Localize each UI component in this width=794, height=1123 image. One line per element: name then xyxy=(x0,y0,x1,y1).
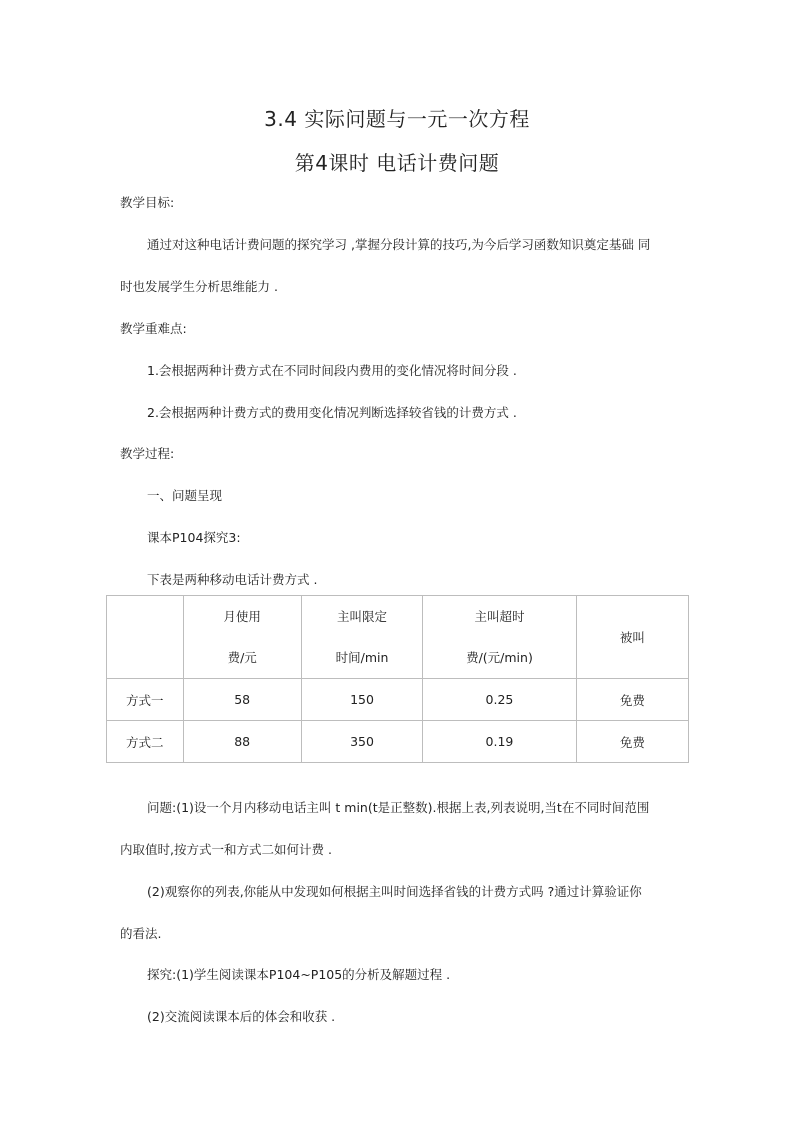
key-point-2: 2.会根据两种计费方式的费用变化情况判断选择较省钱的计费方式 . xyxy=(147,405,517,420)
key-point-1: 1.会根据两种计费方式在不同时间段内费用的变化情况将时间分段 . xyxy=(147,363,517,378)
table-cell: 58 xyxy=(183,679,301,721)
question-2-line-1: (2)观察你的列表,你能从中发现如何根据主叫时间选择省钱的计费方式吗 ?通过计算验证你 xyxy=(147,884,642,899)
table-cell: 方式二 xyxy=(107,721,184,763)
table-cell: 350 xyxy=(301,721,422,763)
table-cell: 88 xyxy=(183,721,301,763)
question-1-line-1: 问题:(1)设一个月内移动电话主叫 t min(t是正整数).根据上表,列表说明,当t在不同时间范围 xyxy=(147,800,650,815)
table-intro: 下表是两种移动电话计费方式 . xyxy=(147,572,318,587)
section-heading: 一、问题呈现 xyxy=(147,488,223,503)
objectives-line-1: 通过对这种电话计费问题的探究学习 ,掌握分段计算的技巧,为今后学习函数知识奠定基础 同 xyxy=(147,237,651,252)
table-header-cell xyxy=(107,596,184,679)
explore-2: (2)交流阅读课本后的体会和收获 . xyxy=(147,1009,336,1024)
table-header-cell xyxy=(183,596,301,679)
table-header-cell xyxy=(423,596,576,679)
table-cell: 0.25 xyxy=(423,679,576,721)
table-cell: 免费 xyxy=(576,721,688,763)
table-cell: 0.19 xyxy=(423,721,576,763)
fee-table xyxy=(106,595,689,763)
table-cell: 免费 xyxy=(576,679,688,721)
table-row xyxy=(107,679,689,721)
explore-1: 探究:(1)学生阅读课本P104~P105的分析及解题过程 . xyxy=(147,967,451,982)
header-line: 时间/min xyxy=(335,650,389,665)
objectives-label: 教学目标: xyxy=(120,195,175,210)
table-row xyxy=(107,721,689,763)
objectives-line-2: 时也发展学生分析思维能力 . xyxy=(120,279,278,294)
header-line: 费/(元/min) xyxy=(466,650,533,665)
header-line: 主叫超时 xyxy=(474,609,525,624)
textbook-reference: 课本P104探究3: xyxy=(147,530,241,545)
key-points-label: 教学重难点: xyxy=(120,321,187,336)
table-header-cell xyxy=(301,596,422,679)
table-cell: 方式一 xyxy=(107,679,184,721)
question-1-line-2: 内取值时,按方式一和方式二如何计费 . xyxy=(120,842,332,857)
table-header-row xyxy=(107,596,689,679)
header-line: 主叫限定 xyxy=(337,609,388,624)
header-line: 月使用 xyxy=(223,609,261,624)
page-title: 3.4 实际问题与一元一次方程 xyxy=(264,107,530,131)
page-subtitle: 第4课时 电话计费问题 xyxy=(294,151,500,175)
process-label: 教学过程: xyxy=(120,446,175,461)
question-2-line-2: 的看法. xyxy=(120,926,162,941)
table-header-cell: 被叫 xyxy=(576,596,688,679)
table-cell: 150 xyxy=(301,679,422,721)
header-line: 费/元 xyxy=(227,650,257,665)
